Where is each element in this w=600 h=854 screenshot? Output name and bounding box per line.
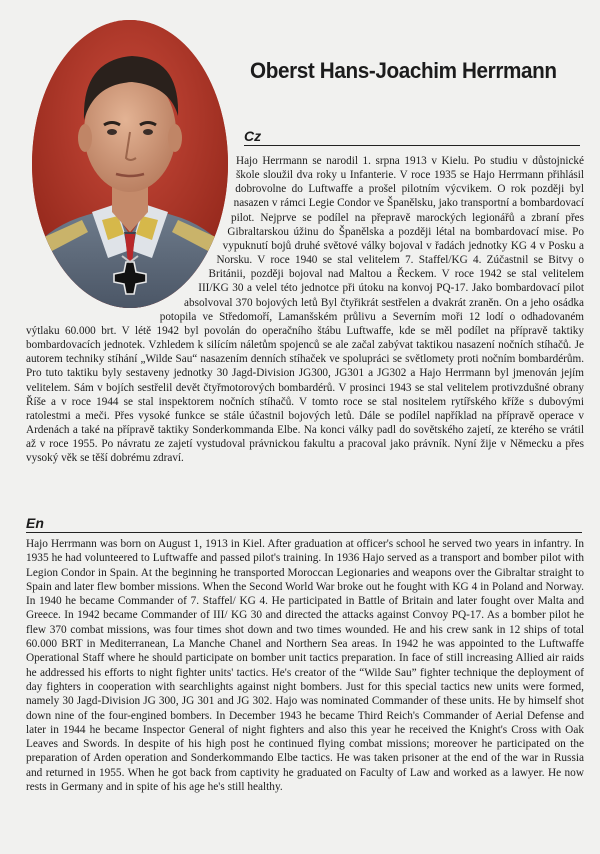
czech-section-header xyxy=(244,128,580,146)
english-language-label: En xyxy=(26,515,44,531)
czech-biography-text: Hajo Herrmann se narodil 1. srpna 1913 v Kielu. Po studiu v důstojnické škole sloužil dva roky u Infanterie. V roce 1935 se Hajo Herrmann přihlásil dobrovolne do Luftwaffe a prošel pilotním výcvikem. O rok později byl nasazen v rámci Legie Condor ve Španělsku, jako transportní a bombardovací pilot. Nejprve se podílel na přepravě marockých legionářů a zbraní přes Gibraltarskou úžinu do Španělska a později létal na bombardovací mise. Po vypuknutí bojů druhé světové války bojoval v řadách jednotky KG 4 v Posku a Norsku. V roce 1940 se stal velitelem 7. Staffel/KG 4. Zúčastnil se Bitvy o Británii, později bojoval nad Maltou a Řeckem. V roce 1942 se stal velitelem III/KG 30 a velel této jednotce při útoku na konvoj PQ-17. Jako bombardovací pilot absolvoval 370 bojových letů Byl čtyřikrát sestřelen a dvakrát zraněn. On a jeho osádka potopila ve Středomoří, Lamanšském průlivu a Severním moři 12 lodí o odhadovaném výtlaku 60.000 brt. V létě 1942 byl povolán do operačního štábu Luftwaffe, kde se měl podílet na přípravě taktiky bombardovacích jednotek. Vzhledem k silícím náletům spojenců se ale začal zabývat taktikou nasazení nočních stíhačů. Je autorem techniky stíhání „Wilde Sau“ nasazením denních stíhaček ve spolupráci se světlomety proti nočním bombardérům. Pro tuto taktiku byly sestaveny jednotky 30 Jagd-Division JG300, JG301 a JG302 a Hajo Herrmann byl jmenován jejím velitelem. Sám v bojích sestřelil devět čtyřmotorových bombardérů. V prosinci 1943 se stal velitelem protivzdušné obrany Říše a v roce 1944 se stal inspektorem nočních stíhačů. V tomto roce se stal nositelem rytířského kříže s dubovými ratolestmi a meči. Přes vysoké funkce se stále účastnil bojových letů. Dále se podílel například na přípravě operace v Ardenách a také na přípravě taktiky Sonderkommanda Elbe. Na konci války padl do sovětského zajetí, ze kterého se vrátil až v roce 1955. Po návratu ze zajetí vystudoval právnickou fakultu a pracoval jako právník. Nyní žije v Německu a přes vysoký věk se těší dobrému zdraví. xyxy=(26,155,584,465)
english-biography-text: Hajo Herrmann was born on August 1, 1913 in Kiel. After graduation at officer's school he served two years in infantry. In 1935 he had volunteered to Luftwaffe and passed pilot's training. In 1936 Hajo served as a transport and bomber pilot with Legion Condor in Spain. At the beginning he transported Moroccan Legionaries and weapons over the Gibraltar straight to Spain and later flew bomber missions. When the Second World War broke out he fought with KG 4 in Poland and Norway. In 1940 he became Commander of 7. Staffel/ KG 4. He participated in Battle of Britain and later fought over Malta and Greece. In 1942 became Commander of III/ KG 30 and directed the attacks against Convoy PQ-17. As a bomber pilot he flew 370 combat missions, was four times shot down and two times wounded. He and his crew sank in 12 ships of total 60.000 BRT in Mediterranean, La Manche Chanel and Northern Sea areas. In 1942 he was appointed to the Luftwaffe Operational Staff where he should participate on bomber unit tactics preparation. In face of still increasing Allied air raids he addressed his efforts to night fighter units' tactics. He's creator of the “Wilde Sau” fighter technique the deployment of day fighters in cooperation with searchlights against night bombers. Just for this special tactics new units were formed, namely 30 Jagd-Division JG 300, JG 301 and JG 302. Hajo was nominated Commander of these units. He by himself shot down nine of the four-engined bombers. In December 1943 he became Third Reich's Commander of Aerial Defense and later in 1944 he became Inspector General of night fighters and also this year he received the Knight's Cross with Oak Leaves and Swords. In despite of his high post he continued flying combat missions; moreover he participated on the preparation of Arden operation and Sonderkommando Elbe tactics. He was taken prisoner at the end of the war in Russia and returned in 1955. When he got back from captivity he graduated on Faculty of Law and worked as a lawyer. He now rests in Germany and in spite of his age he's still healthy. xyxy=(26,538,584,794)
english-section-header xyxy=(26,515,582,533)
page-title: Oberst Hans-Joachim Herrmann xyxy=(250,58,557,83)
czech-language-label: Cz xyxy=(244,128,262,144)
